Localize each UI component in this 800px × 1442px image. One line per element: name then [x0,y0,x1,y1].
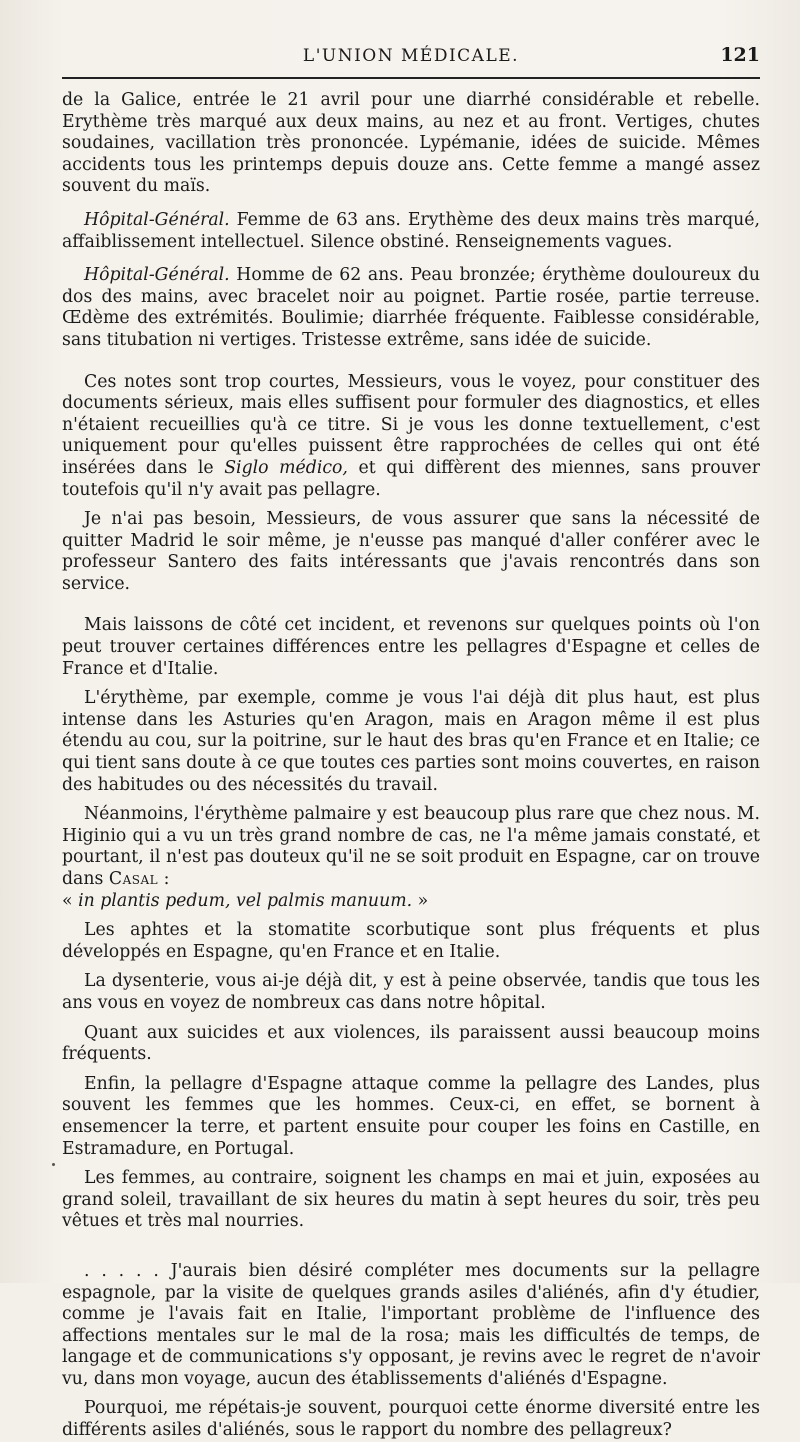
text-run: de la Galice, entrée le 21 avril pour une diarrhé considérable et rebelle. Erythème très marqué aux deux mains, au nez et au front. Vertiges, chutes soudaines, vacillation très prononcée. Lypémanie, idées de suicide. Mêmes accidents tous les printemps depuis douze ans. Cette femme a mangé assez souvent du maïs. [62,90,760,197]
text-run: . . . . . J'aurais bien désiré compléter mes documents sur la pellagre espagnole, par la visite de quelques grands asiles d'aliénés, afin d'y étudier, comme je l'avais fait en Italie, l'important problème de l'influence des affections mentales sur le mal de la rosa; mais les difficultés de temps, de langage et de communications s'y opposant, je revins avec le regret de n'avoir vu, dans mon voyage, aucun des établissements d'aliénés d'Espagne. [62,1260,760,1389]
page-number: 121 [720,44,760,66]
text-run: » [412,890,429,911]
paragraph [62,971,760,1014]
text-run: Quant aux suicides et aux violences, ils paraissent aussi beaucoup moins fréquents. [62,1022,760,1065]
text-run: Mais laissons de côté cet incident, et revenons sur quelques points où l'on peut trouver certaines différences entre les pellagres d'Espagne et celles de France et d'Italie. [62,615,760,679]
paragraph [62,891,760,913]
text-run: Femme de 63 ans. Erythème des deux mains très marqué, affaiblissement intellectuel. Silence obstiné. Renseignements vagues. [62,209,760,252]
paragraph [62,1398,760,1441]
paragraph [62,1023,760,1066]
text-run: : [158,869,170,889]
paragraph [62,210,760,253]
paragraph [62,1168,760,1233]
paragraph [62,688,760,796]
paragraph [62,372,760,502]
text-run: Je n'ai pas besoin, Messieurs, de vous assurer que sans la nécessité de quitter Madrid le soir même, je n'eusse pas manqué d'aller conférer avec le professeur Santero des faits intéressants que j'avais rencontrés dans son service. [62,509,760,594]
italic-text: in plantis pedum, vel palmis manuum. [78,890,413,911]
text-run: Enfin, la pellagre d'Espagne attaque comme la pellagre des Landes, plus souvent les femmes que les hommes. Ceux-ci, en effet, se bornent à ensemencer la terre, et partent ensuite pour couper les foins en Castille, en Estramadure, en Portugal. [62,1073,760,1159]
paragraph [62,920,760,963]
running-title: L'UNION MÉDICALE. [302,46,520,66]
italic-text: Siglo médico, [224,457,348,478]
body-text [62,76,760,1442]
paragraph [62,1074,760,1160]
text-run: Les femmes, au contraire, soignent les champs en mai et juin, exposées au grand soleil, travaillant de six heures du matin à sept heures du soir, très peu vêtues et très mal nourries. [62,1168,760,1232]
text-run: Néanmoins, l'érythème palmaire y est beaucoup plus rare que chez nous. M. Higinio qui a vu un très grand nombre de cas, ne l'a même jamais constaté, et pourtant, il n'est pas douteux qu'il ne se soit produit en Espagne, car on trouve dans [62,804,760,889]
text-run: Les aphtes et la stomatite scorbutique sont plus fréquents et plus développés en Espagne, qu'en France et en Italie. [62,920,760,962]
paragraph [62,90,760,198]
paragraph [62,804,760,890]
text-run: L'érythème, par exemple, comme je vous l'ai déjà dit plus haut, est plus intense dans les Asturies qu'en Aragon, mais en Aragon même il est plus étendu au cou, sur la poitrine, sur le haut des bras qu'en France et en Italie; ce qui tient sans doute à ce que toutes ces parties sont moins couvertes, en raison des habitudes ou des nécessités du travail. [62,688,760,795]
text-run: et qui diffèrent des miennes, sans prouver toutefois qu'il n'y avait pas pellagre. [62,457,760,500]
paragraph [62,1261,760,1391]
text-run: Pourquoi, me répétais-je souvent, pourquoi cette énorme diversité entre les différents asiles d'aliénés, sous le rapport du nombre des pellagreux? [62,1398,760,1441]
page-header [62,0,760,76]
italic-text: Hôpital-Général. [84,209,230,230]
text-run: Ces notes sont trop courtes, Messieurs, vous le voyez, pour constituer des documents sérieux, mais elles suffisent pour formuler des diagnostics, et elles n'étaient recueillies qu'à ce titre. Si je vous les donne textuellement, c'est uniquement pour qu'elles puissent être rapprochées de celles qui ont été insérées dans le [62,371,760,478]
text-run: La dysenterie, vous ai-je déjà dit, y est à peine observée, tandis que tous les ans vous en voyez de nombreux cas dans notre hôpital. [62,971,760,1013]
italic-text: Hôpital-Général. [84,265,230,286]
margin-mark [52,1163,55,1166]
header-rule [62,77,760,79]
text-run: « [62,890,79,911]
paragraph [62,615,760,680]
paragraph [62,509,760,595]
paragraph [62,265,760,351]
small-caps-name: Casal [108,869,159,889]
text-run: Homme de 62 ans. Peau bronzée; érythème douloureux du dos des mains, avec bracelet noir au poignet. Partie rosée, partie terreuse. Œdème des extrémités. Boulimie; diarrhée fréquente. Faiblesse considérable, sans titubation ni vertiges. Tristesse extrême, sans idée de suicide. [62,265,760,350]
